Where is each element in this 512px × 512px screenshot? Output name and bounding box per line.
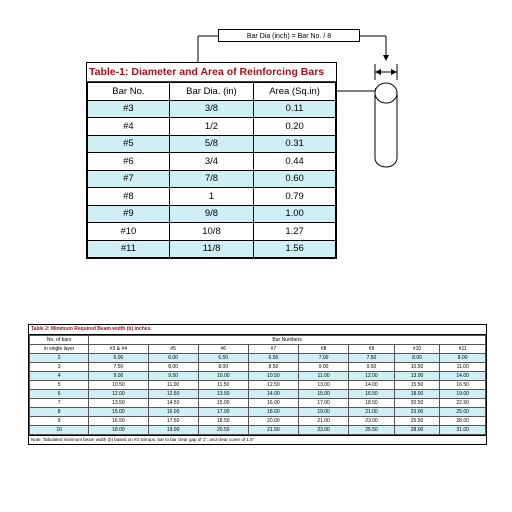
table-cell: 18.50 bbox=[349, 399, 395, 408]
table-row bbox=[30, 363, 486, 372]
table-cell: 19.00 bbox=[440, 390, 486, 399]
table2-note: Note: Tabulated minimum beam width (b) based on #3 stirrups, bar to bar clear gap of 1", and clear cover of 1.5" bbox=[29, 435, 486, 444]
column-header: in single layer bbox=[30, 345, 89, 354]
table-cell: 9.50 bbox=[148, 372, 198, 381]
table-cell: 12.00 bbox=[349, 372, 395, 381]
table-cell: 3 bbox=[30, 363, 89, 372]
table-cell: 20.50 bbox=[198, 426, 248, 435]
table-cell: #7 bbox=[88, 170, 170, 188]
table-cell: 18.00 bbox=[394, 390, 440, 399]
table-cell: #8 bbox=[88, 188, 170, 206]
table-cell: 3/8 bbox=[169, 100, 253, 118]
table-cell: 31.00 bbox=[440, 426, 486, 435]
table-cell: 8 bbox=[30, 408, 89, 417]
table-cell: 20.50 bbox=[394, 399, 440, 408]
bar-cross-section bbox=[375, 83, 397, 103]
table-cell: 11.00 bbox=[440, 363, 486, 372]
table-cell: 11.00 bbox=[299, 372, 349, 381]
column-header: #3 & #4 bbox=[89, 345, 148, 354]
column-header: #6 bbox=[198, 345, 248, 354]
table-cell: 5 bbox=[30, 381, 89, 390]
table-cell: 8.00 bbox=[198, 363, 248, 372]
beam-width-table bbox=[28, 324, 487, 445]
header-bar-no: Bar No. bbox=[88, 83, 170, 101]
table-cell: 16.50 bbox=[440, 381, 486, 390]
table-cell: 5/8 bbox=[169, 135, 253, 153]
table-row bbox=[30, 399, 486, 408]
table-cell: 1.56 bbox=[254, 240, 336, 258]
table-cell: 8.00 bbox=[148, 363, 198, 372]
table-cell: #9 bbox=[88, 205, 170, 223]
table-cell: 15.50 bbox=[394, 381, 440, 390]
table-cell: 2 bbox=[30, 354, 89, 363]
table-cell: 14.00 bbox=[440, 372, 486, 381]
table-cell: 7 bbox=[30, 399, 89, 408]
table-cell: 10.50 bbox=[248, 372, 298, 381]
table-cell: #10 bbox=[88, 223, 170, 241]
table-cell: 12.00 bbox=[89, 390, 148, 399]
table-row bbox=[30, 372, 486, 381]
table-row bbox=[88, 223, 336, 241]
table-cell: 0.79 bbox=[254, 188, 336, 206]
table2-title: Table 2: Minimum Required Beam width (b) inches. bbox=[29, 325, 486, 335]
column-header: #7 bbox=[248, 345, 298, 354]
table-cell: 16.50 bbox=[349, 390, 395, 399]
table-cell: 8.00 bbox=[394, 354, 440, 363]
table-cell: 23.00 bbox=[394, 408, 440, 417]
table-cell: #5 bbox=[88, 135, 170, 153]
table-cell: 12.50 bbox=[248, 381, 298, 390]
table-cell: 0.20 bbox=[254, 118, 336, 136]
table-cell: 22.50 bbox=[440, 399, 486, 408]
reinforcing-bars-table bbox=[86, 62, 337, 259]
table-cell: 16.00 bbox=[248, 399, 298, 408]
table-cell: 4 bbox=[30, 372, 89, 381]
table-cell: 21.00 bbox=[299, 417, 349, 426]
table-cell: 9.50 bbox=[349, 363, 395, 372]
header-bar-numbers: Bar Numbers bbox=[89, 336, 486, 345]
table-cell: 9.00 bbox=[89, 372, 148, 381]
table-row bbox=[30, 417, 486, 426]
table-cell: #11 bbox=[88, 240, 170, 258]
table-cell: 14.50 bbox=[148, 399, 198, 408]
table-cell: 6.50 bbox=[248, 354, 298, 363]
table-row bbox=[88, 170, 336, 188]
table-row bbox=[30, 354, 486, 363]
table-row bbox=[88, 100, 336, 118]
table-cell: 1.00 bbox=[254, 205, 336, 223]
table-row bbox=[88, 240, 336, 258]
table-cell: 0.44 bbox=[254, 153, 336, 171]
table-cell: 17.00 bbox=[198, 408, 248, 417]
table-cell: 12.50 bbox=[148, 390, 198, 399]
table-cell: 3/4 bbox=[169, 153, 253, 171]
header-area: Area (Sq.in) bbox=[254, 83, 336, 101]
table-row bbox=[30, 381, 486, 390]
table-cell: 9/8 bbox=[169, 205, 253, 223]
table-cell: 10.50 bbox=[394, 363, 440, 372]
table-row bbox=[30, 426, 486, 435]
table-cell: 11.50 bbox=[198, 381, 248, 390]
table1-title: Table-1: Diameter and Area of Reinforcing Bars bbox=[87, 63, 336, 82]
table-row bbox=[88, 153, 336, 171]
table-cell: 8.50 bbox=[248, 363, 298, 372]
bar-diameter-formula: Bar Dia (inch) = Bar No. / 8 bbox=[218, 29, 360, 42]
bar-body bbox=[375, 93, 397, 167]
table-cell: 21.50 bbox=[248, 426, 298, 435]
table-cell: 23.00 bbox=[299, 426, 349, 435]
table-cell: 7.50 bbox=[89, 363, 148, 372]
table-cell: 10 bbox=[30, 426, 89, 435]
table-cell: 6.50 bbox=[198, 354, 248, 363]
table-cell: 14.00 bbox=[248, 390, 298, 399]
table-cell: 0.31 bbox=[254, 135, 336, 153]
table-cell: 16.00 bbox=[148, 408, 198, 417]
table-cell: 6 bbox=[30, 390, 89, 399]
table-row bbox=[88, 135, 336, 153]
table-cell: 1.27 bbox=[254, 223, 336, 241]
column-header: #9 bbox=[349, 345, 395, 354]
table-cell: 28.00 bbox=[394, 426, 440, 435]
table-cell: 13.00 bbox=[394, 372, 440, 381]
table-cell: 8.00 bbox=[440, 354, 486, 363]
table-cell: #3 bbox=[88, 100, 170, 118]
table-cell: 7.50 bbox=[349, 354, 395, 363]
table-cell: 11/8 bbox=[169, 240, 253, 258]
column-header: #8 bbox=[299, 345, 349, 354]
table-cell: 1 bbox=[169, 188, 253, 206]
table-cell: 19.00 bbox=[148, 426, 198, 435]
table-cell: 23.00 bbox=[349, 417, 395, 426]
table-cell: 10/8 bbox=[169, 223, 253, 241]
table-row bbox=[88, 188, 336, 206]
table-cell: 15.00 bbox=[299, 390, 349, 399]
table-cell: 18.00 bbox=[248, 408, 298, 417]
table-cell: 11.00 bbox=[148, 381, 198, 390]
table-cell: 28.00 bbox=[440, 417, 486, 426]
column-header: #11 bbox=[440, 345, 486, 354]
table-cell: 17.00 bbox=[299, 399, 349, 408]
table-cell: 13.00 bbox=[299, 381, 349, 390]
table-cell: 9.00 bbox=[299, 363, 349, 372]
table-row bbox=[88, 205, 336, 223]
table-cell: 7.00 bbox=[299, 354, 349, 363]
table-row bbox=[30, 390, 486, 399]
table-cell: 18.00 bbox=[89, 426, 148, 435]
table-cell: #6 bbox=[88, 153, 170, 171]
column-header: #10 bbox=[394, 345, 440, 354]
table-cell: 9 bbox=[30, 417, 89, 426]
table-cell: 14.00 bbox=[349, 381, 395, 390]
table-cell: 25.50 bbox=[394, 417, 440, 426]
table-cell: 25.00 bbox=[440, 408, 486, 417]
table-cell: 15.00 bbox=[198, 399, 248, 408]
table-cell: 15.00 bbox=[89, 408, 148, 417]
table-cell: 13.50 bbox=[89, 399, 148, 408]
table-cell: 7/8 bbox=[169, 170, 253, 188]
table-cell: 0.11 bbox=[254, 100, 336, 118]
table-cell: 19.00 bbox=[299, 408, 349, 417]
table-row bbox=[88, 118, 336, 136]
table-cell: 10.50 bbox=[89, 381, 148, 390]
table-cell: 0.60 bbox=[254, 170, 336, 188]
table-cell: 21.00 bbox=[349, 408, 395, 417]
table-cell: 16.50 bbox=[89, 417, 148, 426]
header-bar-dia: Bar Dia. (in) bbox=[169, 83, 253, 101]
table-cell: 6.00 bbox=[89, 354, 148, 363]
header-no-of-bars: No. of bars bbox=[30, 336, 89, 345]
table-cell: #4 bbox=[88, 118, 170, 136]
table-cell: 13.50 bbox=[198, 390, 248, 399]
table-cell: 10.00 bbox=[198, 372, 248, 381]
table-row bbox=[30, 408, 486, 417]
table-cell: 1/2 bbox=[169, 118, 253, 136]
table-cell: 18.50 bbox=[198, 417, 248, 426]
table-cell: 25.50 bbox=[349, 426, 395, 435]
table-cell: 20.00 bbox=[248, 417, 298, 426]
table-cell: 6.00 bbox=[148, 354, 198, 363]
table-cell: 17.50 bbox=[148, 417, 198, 426]
column-header: #5 bbox=[148, 345, 198, 354]
